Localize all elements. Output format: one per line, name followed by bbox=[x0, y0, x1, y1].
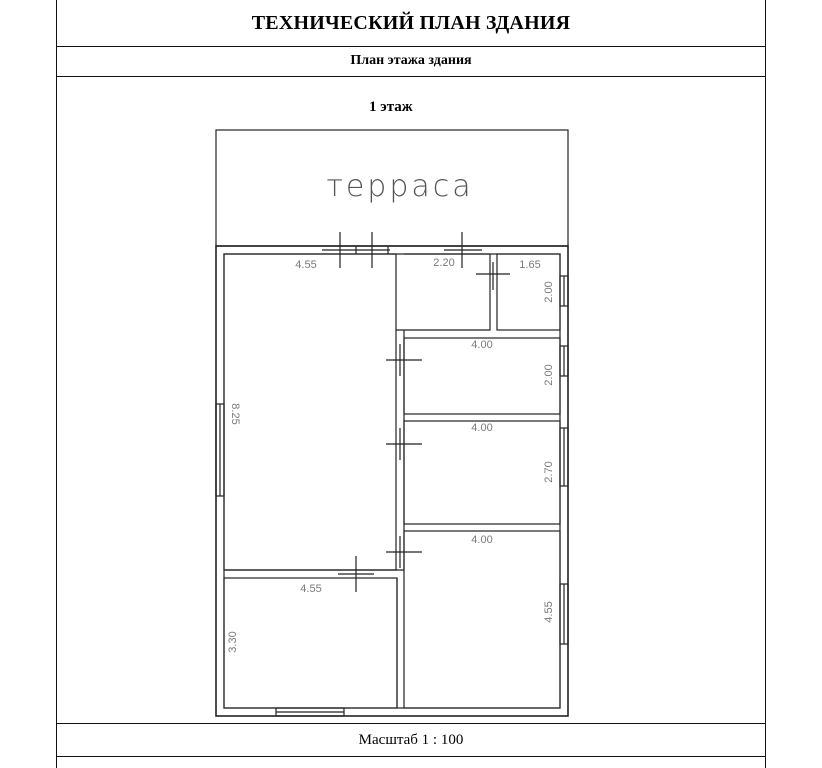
dim-room2-width: 4.00 bbox=[471, 422, 493, 434]
room-2 bbox=[404, 421, 560, 524]
window-room-2 bbox=[560, 428, 568, 486]
scale-label: Масштаб 1 : 100 bbox=[358, 731, 464, 748]
dim-room2-length: 2.70 bbox=[543, 461, 555, 483]
dim-room3-width: 4.00 bbox=[471, 534, 493, 546]
room-4 bbox=[224, 578, 397, 708]
dim-room4-length: 3.30 bbox=[227, 631, 239, 653]
dim-room3-length: 4.55 bbox=[543, 601, 555, 623]
window-living-left bbox=[216, 404, 224, 496]
bathroom-door bbox=[476, 262, 510, 290]
dim-living-width: 4.55 bbox=[295, 259, 317, 271]
dim-hall-width: 2.20 bbox=[433, 257, 455, 269]
dim-bath-length: 2.00 bbox=[543, 281, 555, 303]
terrace-label: терраса bbox=[326, 169, 474, 204]
window-room-3 bbox=[560, 584, 568, 644]
room-4-door bbox=[338, 556, 374, 592]
dim-bath-width: 1.65 bbox=[519, 259, 541, 271]
room-3 bbox=[404, 531, 560, 708]
document-subtitle: План этажа здания bbox=[350, 53, 472, 68]
window-room-4 bbox=[276, 708, 344, 716]
house-inner-wall bbox=[224, 254, 560, 708]
dim-living-length: 8.25 bbox=[229, 403, 241, 425]
dim-room4-width: 4.55 bbox=[300, 583, 322, 595]
house-outer-wall bbox=[216, 246, 568, 716]
floor-label: 1 этаж bbox=[369, 99, 413, 115]
document-title: ТЕХНИЧЕСКИЙ ПЛАН ЗДАНИЯ bbox=[251, 11, 571, 34]
dim-room1-width: 4.00 bbox=[471, 339, 493, 351]
living-room bbox=[224, 254, 404, 570]
window-room-1 bbox=[560, 346, 568, 376]
dim-room1-length: 2.00 bbox=[543, 364, 555, 386]
window-bathroom bbox=[560, 276, 568, 306]
terrace-door bbox=[322, 232, 390, 268]
